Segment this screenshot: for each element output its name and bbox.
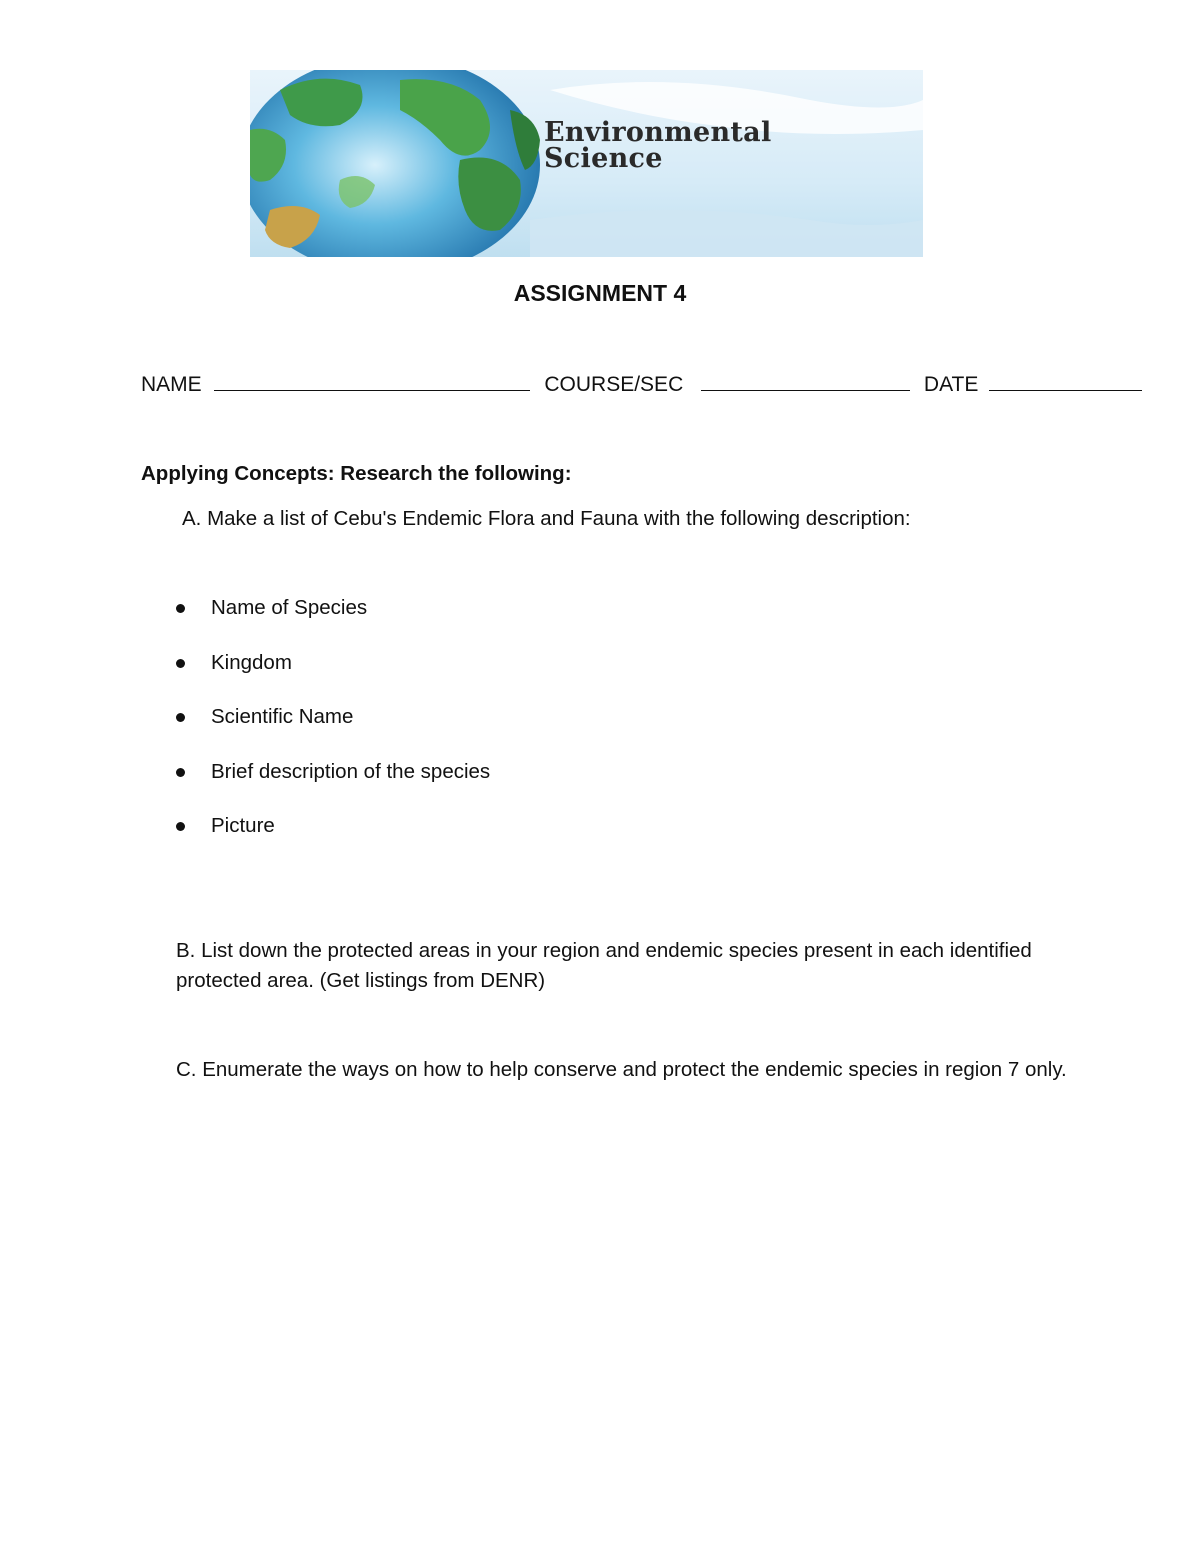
bullet-icon	[176, 713, 185, 722]
bullet-icon	[176, 822, 185, 831]
bullet-icon	[176, 659, 185, 668]
section-heading: Applying Concepts: Research the following:	[141, 462, 572, 485]
list-item	[172, 705, 490, 760]
environmental-science-banner	[250, 70, 923, 257]
item-b-text: B. List down the protected areas in your region and endemic species present in each identified protected area. (Get listings from DENR)	[176, 939, 1032, 992]
name-label: NAME	[141, 373, 202, 396]
assignment-title: ASSIGNMENT 4	[513, 280, 687, 306]
banner-title-line1: Environmental	[544, 117, 772, 148]
banner-title-line2: Science	[544, 143, 663, 174]
banner-title	[544, 117, 772, 174]
bullet-text: Name of Species	[211, 596, 368, 619]
list-item	[172, 651, 490, 706]
date-blank	[989, 372, 1142, 391]
item-a-text: A. Make a list of Cebu's Endemic Flora and Fauna with the following description:	[182, 507, 911, 530]
course-label: COURSE/SEC	[544, 373, 684, 396]
bullet-icon	[176, 604, 185, 613]
bullet-text: Picture	[211, 814, 275, 837]
bullet-text: Brief description of the species	[211, 759, 491, 783]
course-blank	[701, 372, 910, 391]
list-item	[172, 760, 490, 815]
description-bullet-list	[172, 596, 490, 869]
bullet-icon	[176, 768, 185, 777]
bullet-text: Kingdom	[211, 650, 292, 674]
list-item	[172, 596, 490, 651]
student-info-fields	[141, 372, 1142, 397]
bullet-text: Scientific Name	[211, 705, 354, 728]
name-blank	[214, 372, 530, 391]
list-item	[172, 814, 490, 869]
item-c-text: C. Enumerate the ways on how to help conserve and protect the endemic species in region 7 only.	[176, 1058, 1067, 1081]
date-label: DATE	[923, 373, 979, 396]
